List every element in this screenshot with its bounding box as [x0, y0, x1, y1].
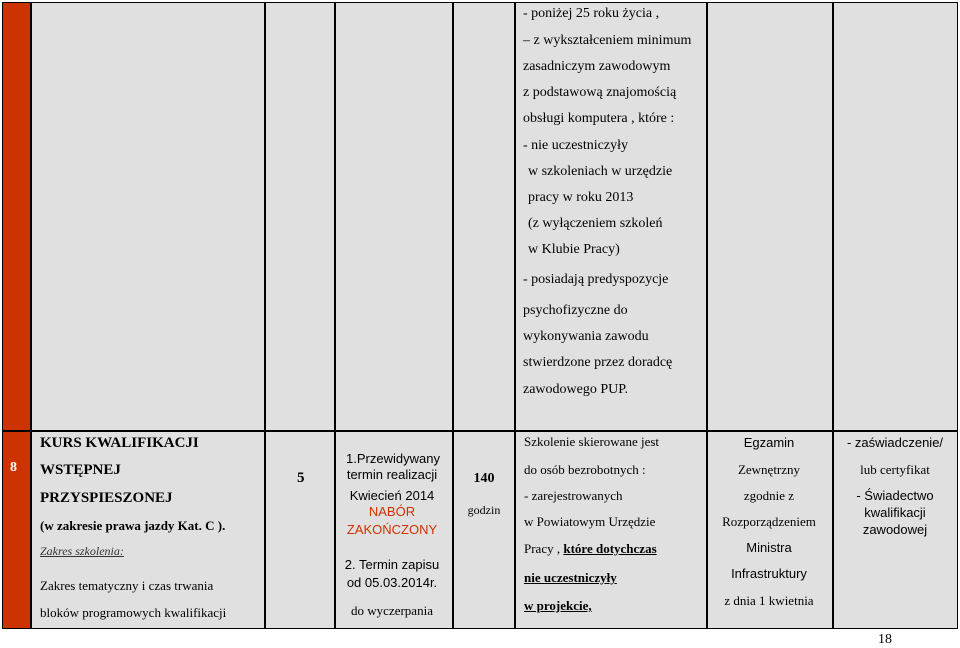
col-divider [334, 2, 336, 629]
dates-line: od 05.03.2014r. [346, 575, 438, 590]
col-divider [957, 2, 958, 629]
participant-count: 5 [297, 470, 305, 486]
col-divider [2, 2, 3, 629]
target-emphasis: które dotychczas [563, 541, 657, 556]
hours-value: 140 [473, 471, 495, 486]
criteria-line: (z wyłączeniem szkoleń [528, 216, 663, 231]
col-divider [514, 2, 516, 629]
certificate-line: - Świadectwo [856, 488, 934, 503]
hours-cell-top [454, 2, 514, 430]
criteria-line: wykonywania zawodu [523, 329, 649, 344]
exam-line: z dnia 1 kwietnia [724, 593, 814, 608]
criteria-line: z podstawową znajomością [523, 85, 677, 100]
dates-line: Kwiecień 2014 [349, 488, 435, 503]
dates-line: 2. Termin zapisu [344, 557, 440, 572]
dates-line: termin realizacji [346, 467, 438, 482]
enrollment-closed-line: ZAKOŃCZONY [346, 522, 438, 537]
criteria-line: w szkoleniach w urzędzie [528, 164, 673, 179]
criteria-line: – z wykształceniem minimum [523, 33, 692, 48]
course-title-line: KURS KWALIFIKACJI [40, 435, 199, 451]
scope-text-line: Zakres tematyczny i czas trwania [40, 578, 214, 593]
col-divider [452, 2, 454, 629]
dates-line: 1.Przewidywany [346, 451, 440, 466]
table-border-bottom [2, 628, 958, 629]
exam-line: Infrastruktury [731, 566, 807, 581]
count-cell-top [266, 2, 334, 430]
target-line [524, 541, 657, 557]
row-number: 8 [10, 460, 17, 475]
col-divider [706, 2, 708, 629]
hours-cell [454, 432, 514, 629]
certificate-line: zawodowej [862, 522, 928, 537]
criteria-line: - nie uczestniczyły [523, 138, 628, 153]
certificate-line: - zaświadczenie/ [846, 435, 944, 450]
criteria-line: - poniżej 25 roku życia , [523, 6, 660, 21]
scope-label: Zakres szkolenia: [40, 544, 124, 558]
row-number-cell-top [2, 2, 30, 430]
criteria-line: obsługi komputera , które : [523, 111, 675, 126]
course-cell-top [32, 2, 264, 430]
target-line: - zarejestrowanych [524, 488, 623, 503]
certificate-line: lub certyfikat [860, 462, 930, 477]
row-divider [2, 430, 958, 432]
hours-unit: godzin [467, 503, 501, 517]
course-title-line: PRZYSPIESZONEJ [40, 490, 173, 506]
target-emphasis: w projekcie, [524, 598, 592, 613]
certificate-line: kwalifikacji [864, 505, 926, 520]
criteria-line: stwierdzone przez doradcę [523, 355, 673, 370]
col-divider [264, 2, 266, 629]
target-line: do osób bezrobotnych : [524, 462, 646, 477]
course-subtitle: (w zakresie prawa jazdy Kat. C ). [40, 518, 226, 533]
certificate-cell-top [834, 2, 958, 430]
exam-line: Ministra [746, 540, 792, 555]
col-divider [30, 2, 32, 629]
target-line: w Powiatowym Urzędzie [524, 514, 656, 529]
target-emphasis: nie uczestniczyły [524, 570, 617, 585]
course-title-line: WSTĘPNEJ [40, 462, 121, 478]
exam-cell-top [708, 2, 832, 430]
criteria-line: w Klubie Pracy) [528, 242, 620, 257]
count-cell [266, 432, 334, 629]
enrollment-closed-line: NABÓR [368, 504, 416, 519]
criteria-line: - posiadają predyspozycje [523, 272, 669, 287]
target-line: Szkolenie skierowane jest [524, 434, 660, 449]
page-number: 18 [878, 632, 892, 647]
criteria-line: zawodowego PUP. [523, 382, 628, 397]
criteria-line: pracy w roku 2013 [528, 190, 634, 205]
target-line-part: Pracy , [524, 541, 564, 556]
exam-line: Zewnętrzny [737, 462, 801, 477]
dates-cell-top [336, 2, 452, 430]
dates-line: do wyczerpania [351, 603, 433, 618]
criteria-line: zasadniczym zawodowym [523, 59, 671, 74]
exam-line: Rozporządzeniem [722, 514, 816, 529]
criteria-line: psychofizyczne do [523, 303, 628, 318]
scope-text-line: bloków programowych kwalifikacji [40, 605, 227, 620]
exam-line: zgodnie z [743, 488, 795, 503]
exam-line: Egzamin [743, 435, 795, 450]
table-border-top [2, 2, 958, 3]
course-table [2, 2, 958, 629]
